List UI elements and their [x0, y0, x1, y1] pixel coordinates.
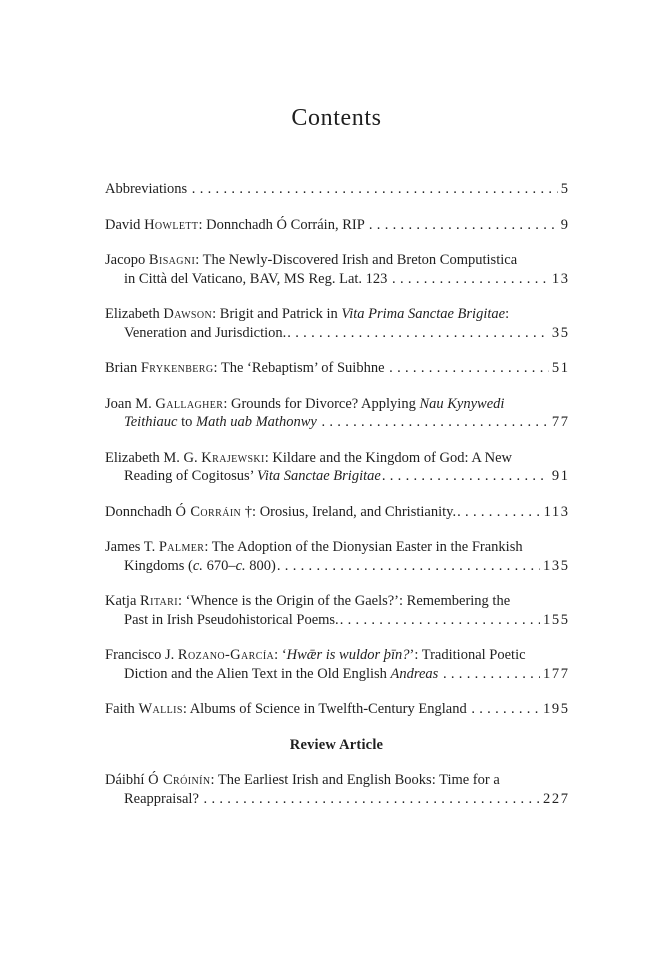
dot-leader — [392, 270, 549, 289]
dot-leader — [287, 324, 549, 343]
page-number: 9 — [560, 216, 570, 233]
toc-entry — [105, 503, 568, 522]
entry-text — [105, 503, 456, 522]
toc-entry-line — [105, 449, 568, 468]
text-segment: Elizabeth — [105, 306, 164, 322]
toc-entry — [105, 449, 568, 486]
entry-text — [105, 593, 510, 609]
text-segment: Diction and the Alien Text in the Old English — [124, 665, 391, 682]
dot-leader — [204, 790, 541, 809]
text-segment: : Albums of Science in Twelfth-Century England — [182, 701, 471, 717]
text-segment: Kingdoms ( — [124, 557, 193, 574]
toc-entry-line — [105, 359, 568, 378]
toc-entry-line — [105, 305, 568, 324]
text-segment: Bisagni — [148, 252, 196, 268]
text-segment: Faith — [105, 701, 139, 717]
contents-block — [105, 103, 568, 825]
dot-leader — [382, 467, 549, 486]
text-segment: Rozano-García — [177, 647, 275, 663]
text-segment: Dáibhí — [105, 772, 149, 788]
page-number: 5 — [560, 181, 570, 197]
text-segment: : Donnchadh Ó Corráin, RIP — [198, 216, 368, 233]
entry-text — [105, 216, 368, 235]
toc-entry — [105, 771, 568, 808]
entry-text — [105, 306, 509, 322]
page-number: 155 — [543, 611, 570, 628]
toc-entry-line — [105, 180, 568, 199]
toc-entry-line — [105, 395, 568, 414]
text-segment: Dawson — [163, 306, 213, 322]
toc-entry-line — [105, 467, 568, 486]
dot-leader — [369, 216, 558, 235]
text-segment: Brian — [105, 360, 141, 376]
toc-entry-line — [105, 557, 568, 576]
text-segment: : Kildare and the Kingdom of God: A New — [264, 449, 513, 466]
toc-entry-line — [105, 413, 568, 432]
text-segment: : ‘ — [274, 647, 287, 663]
text-segment: Vita Prima Sanctae Brigitae — [341, 306, 506, 322]
text-segment: Abbreviations — [105, 181, 191, 197]
text-segment: Gallagher — [155, 395, 224, 412]
text-segment: Jacopo — [105, 252, 149, 268]
entry-text — [124, 324, 286, 343]
dot-leader — [443, 665, 540, 684]
page-number: 13 — [551, 270, 570, 287]
toc-entry-line — [105, 790, 568, 809]
toc-entry-line — [105, 646, 568, 665]
text-segment: Ó Corráin — [175, 503, 242, 520]
toc-entry — [105, 646, 568, 683]
dot-leader — [340, 611, 540, 630]
text-segment: Vita Sanctae Brigitae — [257, 468, 381, 484]
toc-entry-line — [105, 771, 568, 790]
entry-text — [124, 467, 381, 486]
text-segment: Howlett — [144, 216, 199, 233]
text-segment: c. — [235, 557, 246, 574]
text-segment: Teithiauc — [124, 414, 178, 430]
text-segment: : Brigit and Patrick in — [212, 306, 342, 322]
entry-text — [105, 647, 526, 663]
page-number: 177 — [543, 665, 570, 682]
section-heading: Review Article — [289, 736, 384, 753]
dot-leader — [457, 503, 540, 522]
text-segment: Frykenberg — [140, 360, 214, 376]
page-title: Contents — [291, 105, 382, 131]
toc-entry — [105, 395, 568, 432]
entry-text — [124, 790, 203, 809]
page-number: 113 — [543, 503, 570, 520]
entry-text — [105, 396, 504, 412]
text-segment: †: Orosius, Ireland, and Christianity. — [241, 503, 457, 520]
entry-text — [105, 359, 388, 378]
text-segment: David — [105, 216, 145, 233]
toc-list — [105, 180, 568, 808]
dot-leader — [321, 413, 548, 432]
text-segment: Hwǣr is wuldor þīn? — [286, 647, 410, 663]
entry-text — [124, 611, 339, 630]
text-segment: : The Adoption of the Dionysian Easter in the Frankish — [204, 539, 523, 555]
text-segment — [317, 414, 321, 430]
text-segment — [438, 666, 442, 682]
dot-leader — [389, 359, 549, 378]
entry-text — [105, 252, 517, 268]
text-segment: 800) — [245, 557, 276, 574]
entry-text — [105, 539, 523, 555]
entry-text — [105, 772, 500, 788]
toc-entry — [105, 592, 568, 629]
toc-entry — [105, 359, 568, 378]
text-segment: Reappraisal? — [124, 790, 203, 807]
entry-text — [124, 270, 391, 289]
text-segment: : The Earliest Irish and English Books: Time for a — [210, 772, 500, 788]
toc-entry-line — [105, 665, 568, 684]
dot-leader — [192, 180, 558, 199]
dot-leader — [277, 557, 540, 576]
toc-entry-line — [105, 503, 568, 522]
page-number: 91 — [551, 468, 570, 484]
entry-text — [105, 450, 512, 466]
page-number: 227 — [543, 790, 570, 807]
toc-entry — [105, 216, 568, 235]
text-segment: : The ‘Rebaptism’ of Suibhne — [213, 360, 389, 376]
text-segment: : — [505, 306, 510, 322]
toc-entry-line — [105, 700, 568, 719]
page-number: 195 — [543, 701, 570, 717]
toc-entry — [105, 700, 568, 719]
entry-text — [124, 665, 442, 684]
text-segment: Nau Kynywedi — [419, 395, 505, 412]
text-segment: James T. — [105, 539, 159, 555]
text-segment: Past in Irish Pseudohistorical Poems. — [124, 611, 339, 628]
text-segment: Katja — [105, 593, 141, 609]
text-segment: Donnchadh — [105, 503, 176, 520]
text-segment: Joan M. — [105, 395, 156, 412]
toc-entry — [105, 180, 568, 199]
text-segment: Wallis — [138, 701, 183, 717]
dot-leader — [471, 700, 540, 719]
text-segment: Ritari — [140, 593, 178, 609]
toc-entry-line — [105, 324, 568, 343]
entry-text — [124, 413, 320, 432]
toc-entry-line — [105, 592, 568, 611]
toc-entry-line — [105, 611, 568, 630]
toc-entry — [105, 305, 568, 342]
text-segment: Math uab Mathonwy — [195, 414, 317, 430]
text-segment: Reading of Cogitosus’ — [124, 468, 258, 484]
entry-text — [124, 557, 276, 576]
text-segment: Ó Cróinín — [148, 772, 211, 788]
text-segment: Veneration and Jurisdiction. — [124, 324, 287, 341]
text-segment: to — [177, 414, 196, 430]
page-number: 77 — [551, 414, 570, 430]
text-segment: Palmer — [158, 539, 205, 555]
toc-entry — [105, 538, 568, 575]
toc-entry-line — [105, 251, 568, 270]
text-segment: : ‘Whence is the Origin of the Gaels?’: Remembering the — [177, 593, 511, 609]
text-segment: ’: Traditional Poetic — [409, 647, 526, 663]
toc-entry-line — [105, 270, 568, 289]
text-segment: : Grounds for Divorce? Applying — [223, 395, 420, 412]
entry-text — [105, 700, 470, 719]
page-number: 51 — [551, 360, 570, 376]
text-segment: : The Newly-Discovered Irish and Breton Computistica — [195, 252, 518, 268]
toc-entry-line — [105, 216, 568, 235]
toc-entry-line — [105, 538, 568, 557]
text-segment: Francisco J. — [105, 647, 178, 663]
entry-text — [105, 180, 191, 199]
text-segment: Elizabeth M. G. — [105, 449, 202, 466]
text-segment: Andreas — [390, 665, 439, 682]
page-number: 35 — [551, 324, 570, 341]
text-segment: 670– — [202, 557, 236, 574]
text-segment: c. — [192, 557, 203, 574]
text-segment: Krajewski — [201, 449, 265, 466]
toc-entry — [105, 251, 568, 288]
page-number: 135 — [543, 557, 570, 574]
text-segment: in Città del Vaticano, BAV, MS Reg. Lat. 123 — [124, 270, 392, 287]
